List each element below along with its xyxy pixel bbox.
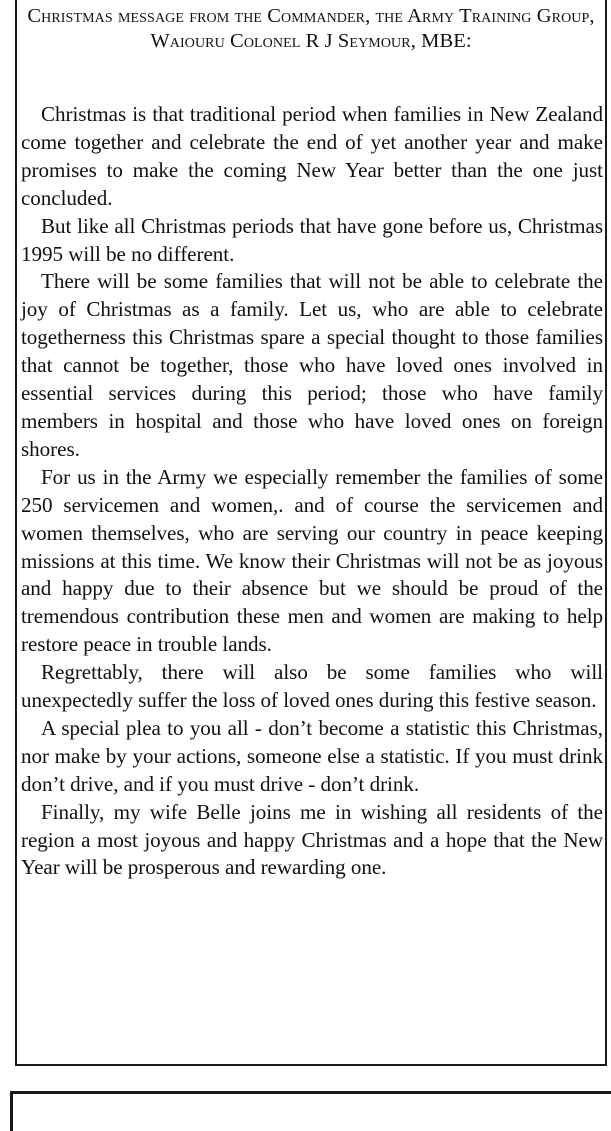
next-article-box (10, 1091, 611, 1131)
article-paragraph: There will be some families that will not be able to celebrate the joy of Christmas as a family. Let us, who are able to celebrate togetherness this Christmas spare a special thought to those families that cannot be together, those who have loved ones involved in essential services during this period; those who have family members in hospital and those who have loved ones on foreign shores. (21, 269, 603, 461)
article-title: Christmas message from the Commander, the Army Training Group, Waiouru Colonel R J Seymour, MBE: (27, 5, 595, 52)
article-paragraph: Regrettably, there will also be some families who will unexpectedly suffer the loss of loved ones during this festive season. (21, 660, 603, 713)
article-paragraph: Christmas is that traditional period when families in New Zealand come together and celebrate the end of yet another year and make promises to make the coming New Year better than the one just concluded. (21, 102, 603, 210)
article-paragraph: For us in the Army we especially remember the families of some 250 servicemen and women,. and of course the servicemen and women themselves, who are serving our country in peace keeping missions at this time. We know their Christmas will not be as joyous and happy due to their absence but we should be proud of the tremendous contribution these men and women are making to help restore peace in trouble lands. (21, 464, 603, 657)
article-paragraph: Finally, my wife Belle joins me in wishing all residents of the region a most joyous and happy Christmas and a hope that the New Year will be prosperous and rewarding one. (21, 799, 603, 880)
article-box (15, 0, 607, 1066)
article-paragraph: But like all Christmas periods that have gone before us, Christmas 1995 will be no different. (21, 213, 603, 266)
article-body (21, 101, 603, 882)
article-paragraph: A special plea to you all - don’t become a statistic this Christmas, nor make by your actions, someone else a statistic. If you must drink don’t drive, and if you must drive - don’t drink. (21, 715, 603, 796)
